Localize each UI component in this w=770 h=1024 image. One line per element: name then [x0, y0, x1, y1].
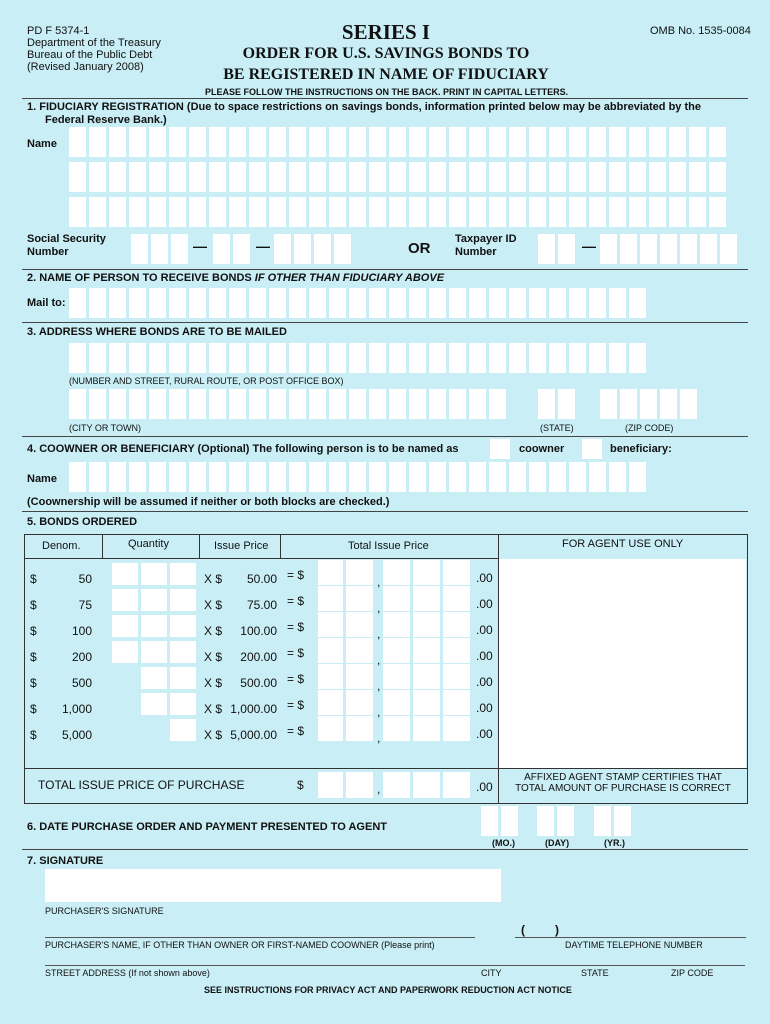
row-denom: 1,000 [61, 702, 92, 716]
form-title-line-2: BE REGISTERED IN NAME OF FIDUCIARY [223, 66, 549, 83]
coowner-name-label: Name [27, 473, 57, 485]
row-equals: = $ [287, 724, 305, 738]
street-address-caption: STREET ADDRESS (If not shown above) [45, 968, 210, 978]
row-dollar: $ [30, 598, 37, 612]
zip-cells[interactable] [600, 389, 697, 419]
row-issue-price: 200.00 [240, 650, 277, 664]
print-instructions: PLEASE FOLLOW THE INSTRUCTIONS ON THE BACK. PRINT IN CAPITAL LETTERS. [205, 87, 569, 97]
agent-use-area[interactable] [499, 559, 746, 768]
row-denom: 75 [78, 598, 92, 612]
row-total-cells-2[interactable] [383, 612, 470, 637]
divider [22, 98, 748, 99]
row-equals: = $ [287, 698, 305, 712]
zip-caption-bottom: ZIP CODE [671, 968, 714, 978]
name-cells-row-1[interactable] [69, 127, 726, 157]
col-issue-price: Issue Price [214, 540, 269, 552]
coowner-name-cells[interactable] [69, 462, 646, 492]
ssn-dash-1: — [193, 238, 207, 254]
revision-date: (Revised January 2008) [27, 61, 144, 73]
row-total-cells-2[interactable] [383, 690, 470, 715]
row-cents: .00 [476, 623, 493, 637]
col-agent-use: FOR AGENT USE ONLY [562, 538, 684, 550]
row-comma: , [377, 653, 381, 667]
section-6-heading: 6. DATE PURCHASE ORDER AND PAYMENT PRESENTED TO AGENT [27, 821, 387, 833]
table-header-rule [24, 558, 498, 559]
divider [22, 436, 748, 437]
ssn-dash-2: — [256, 238, 270, 254]
total-comma: , [377, 782, 381, 796]
form-title [190, 43, 582, 85]
state-caption-bottom: STATE [581, 968, 609, 978]
row-cents: .00 [476, 571, 493, 585]
mail-to-cells[interactable] [69, 288, 646, 318]
row-total-cells-1[interactable] [318, 716, 373, 741]
zip-caption: (ZIP CODE) [625, 423, 674, 433]
row-comma: , [377, 575, 381, 589]
row-quantity-cells[interactable] [112, 589, 196, 611]
ssn-label: Social Security Number [27, 233, 106, 258]
coowner-checkbox[interactable] [490, 439, 510, 459]
row-equals: = $ [287, 568, 305, 582]
row-total-cells-2[interactable] [383, 586, 470, 611]
address-line[interactable] [45, 965, 745, 966]
row-times: X $ [204, 624, 223, 638]
purchaser-name-caption: PURCHASER'S NAME, IF OTHER THAN OWNER OR FIRST-NAMED COOWNER (Please print) [45, 940, 435, 950]
section-4-heading: 4. COOWNER OR BENEFICIARY (Optional) The following person is to be named as [27, 443, 459, 455]
row-total-cells-2[interactable] [383, 560, 470, 585]
day-caption: (DAY) [545, 838, 570, 848]
date-month-cells[interactable] [481, 806, 518, 836]
row-issue-price: 75.00 [246, 598, 277, 612]
row-times: X $ [204, 598, 223, 612]
row-total-cells-1[interactable] [318, 690, 373, 715]
total-cents: .00 [476, 780, 493, 794]
row-times: X $ [204, 702, 223, 716]
row-dollar: $ [30, 728, 37, 742]
row-quantity-cells[interactable] [141, 693, 196, 715]
row-total-cells-2[interactable] [383, 638, 470, 663]
year-caption: (YR.) [604, 838, 625, 848]
row-total-cells-1[interactable] [318, 612, 373, 637]
divider [22, 322, 748, 323]
date-year-cells[interactable] [594, 806, 631, 836]
form-number: PD F 5374-1 [27, 25, 90, 37]
street-caption: (NUMBER AND STREET, RURAL ROUTE, OR POST OFFICE BOX) [69, 376, 344, 386]
row-denom: 100 [71, 624, 92, 638]
ssn-cells-group-1[interactable] [131, 234, 188, 264]
name-cells-row-3[interactable] [69, 197, 726, 227]
row-denom: 200 [71, 650, 92, 664]
row-quantity-cells[interactable] [112, 615, 196, 637]
phone-line[interactable] [515, 937, 746, 938]
row-cents: .00 [476, 649, 493, 663]
row-dollar: $ [30, 572, 37, 586]
col-quantity: Quantity [128, 538, 169, 550]
row-times: X $ [204, 728, 223, 742]
row-quantity-cells[interactable] [112, 563, 196, 585]
row-quantity-cells[interactable] [141, 667, 196, 689]
ssn-cells-group-2[interactable] [213, 234, 250, 264]
row-issue-price: 100.00 [240, 624, 277, 638]
section-3-heading: 3. ADDRESS WHERE BONDS ARE TO BE MAILED [27, 326, 287, 338]
date-day-cells[interactable] [537, 806, 574, 836]
col-total: Total Issue Price [348, 540, 429, 552]
row-equals: = $ [287, 646, 305, 660]
row-denom: 500 [71, 676, 92, 690]
row-cents: .00 [476, 675, 493, 689]
row-denom: 50 [78, 572, 92, 586]
row-issue-price: 1,000.00 [230, 702, 277, 716]
row-quantity-cells[interactable] [112, 641, 196, 663]
tin-label: Taxpayer ID Number [455, 233, 517, 258]
row-cents: .00 [476, 701, 493, 715]
state-cells[interactable] [538, 389, 575, 419]
department: Department of the Treasury [27, 37, 161, 49]
row-comma: , [377, 679, 381, 693]
row-total-cells-1[interactable] [318, 586, 373, 611]
total-label: TOTAL ISSUE PRICE OF PURCHASE [38, 778, 245, 792]
or-label: OR [408, 240, 431, 257]
row-dollar: $ [30, 624, 37, 638]
row-cents: .00 [476, 597, 493, 611]
row-total-cells-1[interactable] [318, 664, 373, 689]
mail-to-label: Mail to: [27, 297, 66, 309]
form-id-block [27, 25, 161, 73]
purchaser-name-line[interactable] [45, 937, 475, 938]
tin-dash: — [582, 238, 596, 254]
section-7-heading: 7. SIGNATURE [27, 855, 104, 867]
coowner-label: coowner [519, 443, 565, 455]
beneficiary-label: beneficiary: [610, 443, 672, 455]
row-denom: 5,000 [61, 728, 92, 742]
city-caption: (CITY OR TOWN) [69, 423, 141, 433]
row-issue-price: 50.00 [246, 572, 277, 586]
row-quantity-cells[interactable] [170, 719, 196, 741]
row-comma: , [377, 731, 381, 745]
row-total-cells-2[interactable] [383, 716, 470, 741]
privacy-notice: SEE INSTRUCTIONS FOR PRIVACY ACT AND PAPERWORK REDUCTION ACT NOTICE [204, 985, 572, 995]
row-times: X $ [204, 650, 223, 664]
divider [22, 269, 748, 270]
row-comma: , [377, 627, 381, 641]
divider [22, 511, 748, 512]
agent-stamp-note: AFFIXED AGENT STAMP CERTIFIES THAT TOTAL AMOUNT OF PURCHASE IS CORRECT [515, 772, 731, 794]
name-label: Name [27, 138, 57, 150]
total-cells-2[interactable] [383, 772, 470, 798]
city-cells[interactable] [69, 389, 506, 419]
row-issue-price: 500.00 [240, 676, 277, 690]
section-2-heading: 2. NAME OF PERSON TO RECEIVE BONDS IF OTHER THAN FIDUCIARY ABOVE [27, 272, 445, 284]
tin-cells-group-2[interactable] [600, 234, 737, 264]
street-cells[interactable] [69, 343, 646, 373]
row-total-cells-2[interactable] [383, 664, 470, 689]
row-dollar: $ [30, 702, 37, 716]
state-caption: (STATE) [540, 423, 574, 433]
signature-field[interactable] [45, 869, 501, 902]
city-caption-bottom: CITY [481, 968, 502, 978]
total-dollar: $ [297, 778, 304, 792]
form-title-line-1: ORDER FOR U.S. SAVINGS BONDS TO [242, 45, 530, 62]
month-caption: (MO.) [492, 838, 515, 848]
divider [22, 849, 748, 850]
signature-caption: PURCHASER'S SIGNATURE [45, 906, 164, 916]
tin-cells-group-1[interactable] [538, 234, 575, 264]
bureau: Bureau of the Public Debt [27, 49, 153, 61]
phone-caption: DAYTIME TELEPHONE NUMBER [565, 940, 703, 950]
col-denom: Denom. [42, 540, 81, 552]
row-equals: = $ [287, 594, 305, 608]
section-5-heading: 5. BONDS ORDERED [27, 516, 138, 528]
section-1-heading: 1. FIDUCIARY REGISTRATION (Due to space restrictions on savings bonds, information printed below may be abbreviated by the Federal Reserve Bank.) [27, 101, 701, 126]
phone-paren-open: ( [521, 923, 525, 937]
phone-paren-close: ) [555, 923, 559, 937]
name-cells-row-2[interactable] [69, 162, 726, 192]
row-equals: = $ [287, 620, 305, 634]
row-issue-price: 5,000.00 [230, 728, 277, 742]
series-title: SERIES I [341, 20, 431, 44]
row-comma: , [377, 601, 381, 615]
row-total-cells-1[interactable] [318, 560, 373, 585]
row-times: X $ [204, 572, 223, 586]
row-comma: , [377, 705, 381, 719]
row-total-cells-1[interactable] [318, 638, 373, 663]
row-dollar: $ [30, 676, 37, 690]
beneficiary-checkbox[interactable] [582, 439, 602, 459]
row-equals: = $ [287, 672, 305, 686]
row-times: X $ [204, 676, 223, 690]
coownership-note: (Coownership will be assumed if neither or both blocks are checked.) [27, 496, 390, 508]
omb-number: OMB No. 1535-0084 [650, 25, 751, 37]
row-dollar: $ [30, 650, 37, 664]
total-cells-1[interactable] [318, 772, 373, 798]
row-cents: .00 [476, 727, 493, 741]
ssn-cells-group-3[interactable] [274, 234, 351, 264]
